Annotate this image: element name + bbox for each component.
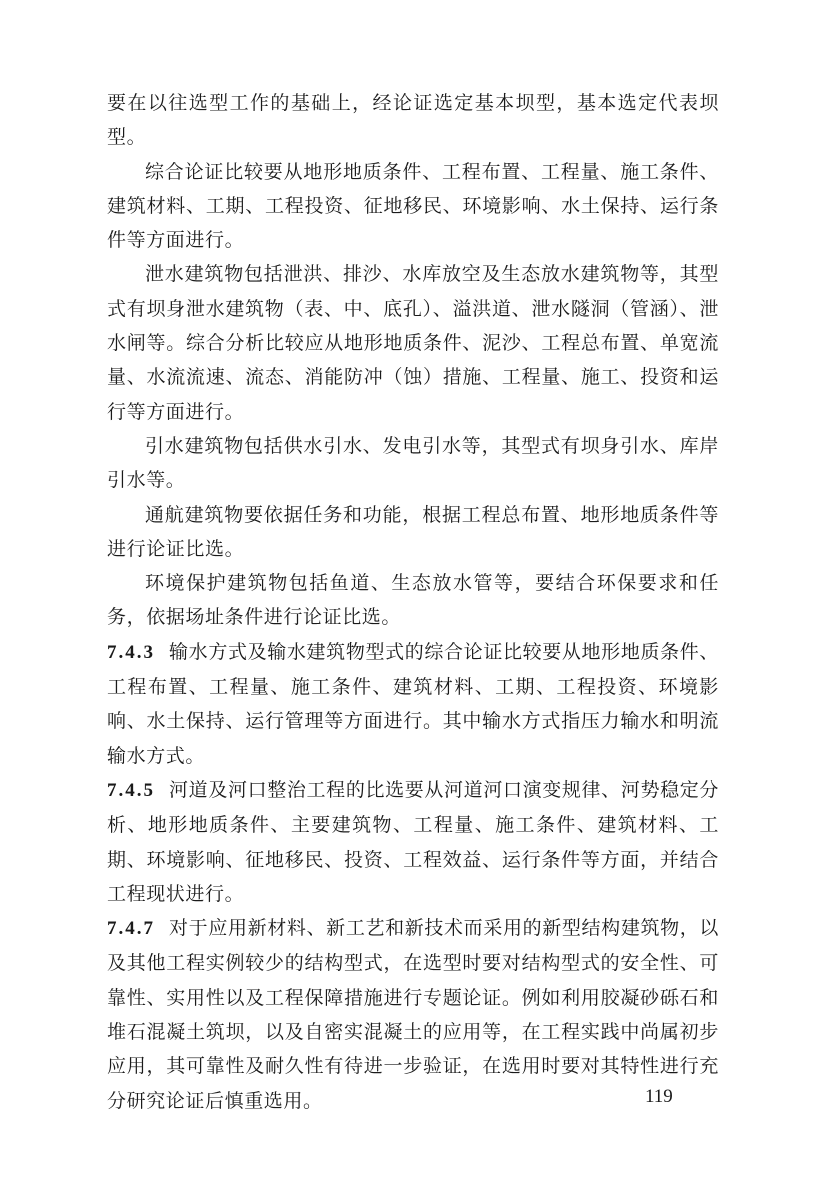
clause-number: 7.4.7: [107, 918, 155, 940]
clause-number: 7.4.5: [107, 779, 155, 801]
clause-text: 河道及河口整治工程的比选要从河道河口演变规律、河势稳定分析、地形地质条件、主要建筑物、工程量、施工条件、建筑材料、工期、环境影响、征地移民、投资、工程效益、运行条件等方面，并结合工程现状进行。: [107, 778, 719, 905]
clause-text: 输水方式及输水建筑物型式的综合论证比较要从地形地质条件、工程布置、工程量、施工条件、建筑材料、工期、工程投资、环境影响、水土保持、运行管理等方面进行。其中输水方式指压力输水和明流输水方式。: [107, 640, 719, 767]
paragraph-comprehensive-comparison: 综合论证比较要从地形地质条件、工程布置、工程量、施工条件、建筑材料、工期、工程投资、征地移民、环境影响、水土保持、运行条件等方面进行。: [107, 160, 719, 252]
paragraph-navigation-structures: 通航建筑物要依据任务和功能，根据工程总布置、地形地质条件等进行论证比选。: [107, 503, 719, 560]
page-body: [107, 86, 719, 1118]
paragraph-environmental-structures: 环境保护建筑物包括鱼道、生态放水管等，要结合环保要求和任务，依据场址条件进行论证比选。: [107, 572, 719, 629]
clause-7-4-7: [107, 911, 719, 1118]
clause-7-4-5: [107, 773, 719, 911]
paragraph-continuation: 要在以往选型工作的基础上，经论证选定基本坝型，基本选定代表坝型。: [107, 92, 719, 149]
clause-number: 7.4.3: [107, 641, 155, 663]
paragraph-spillway-structures: 泄水建筑物包括泄洪、排沙、水库放空及生态放水建筑物等，其型式有坝身泄水建筑物（表、中、底孔）、溢洪道、泄水隧洞（管涵）、泄水闸等。综合分析比较应从地形地质条件、泥沙、工程总布置、单宽流量、水流流速、流态、消能防冲（蚀）措施、工程量、施工、投资和运行等方面进行。: [107, 263, 719, 423]
paragraph-intake-structures: 引水建筑物包括供水引水、发电引水等，其型式有坝身引水、库岸引水等。: [107, 434, 719, 492]
page-number: 119: [645, 1086, 673, 1107]
clause-text: 对于应用新材料、新工艺和新技术而采用的新型结构建筑物，以及其他工程实例较少的结构型式，在选型时要对结构型式的安全性、可靠性、实用性以及工程保障措施进行专题论证。例如利用胶凝砂砾石和堆石混凝土筑坝，以及自密实混凝土的应用等，在工程实践中尚属初步应用，其可靠性及耐久性有待进一步验证，在选用时要对其特性进行充分研究论证后慎重选用。: [107, 917, 719, 1112]
clause-7-4-3: [107, 635, 719, 773]
